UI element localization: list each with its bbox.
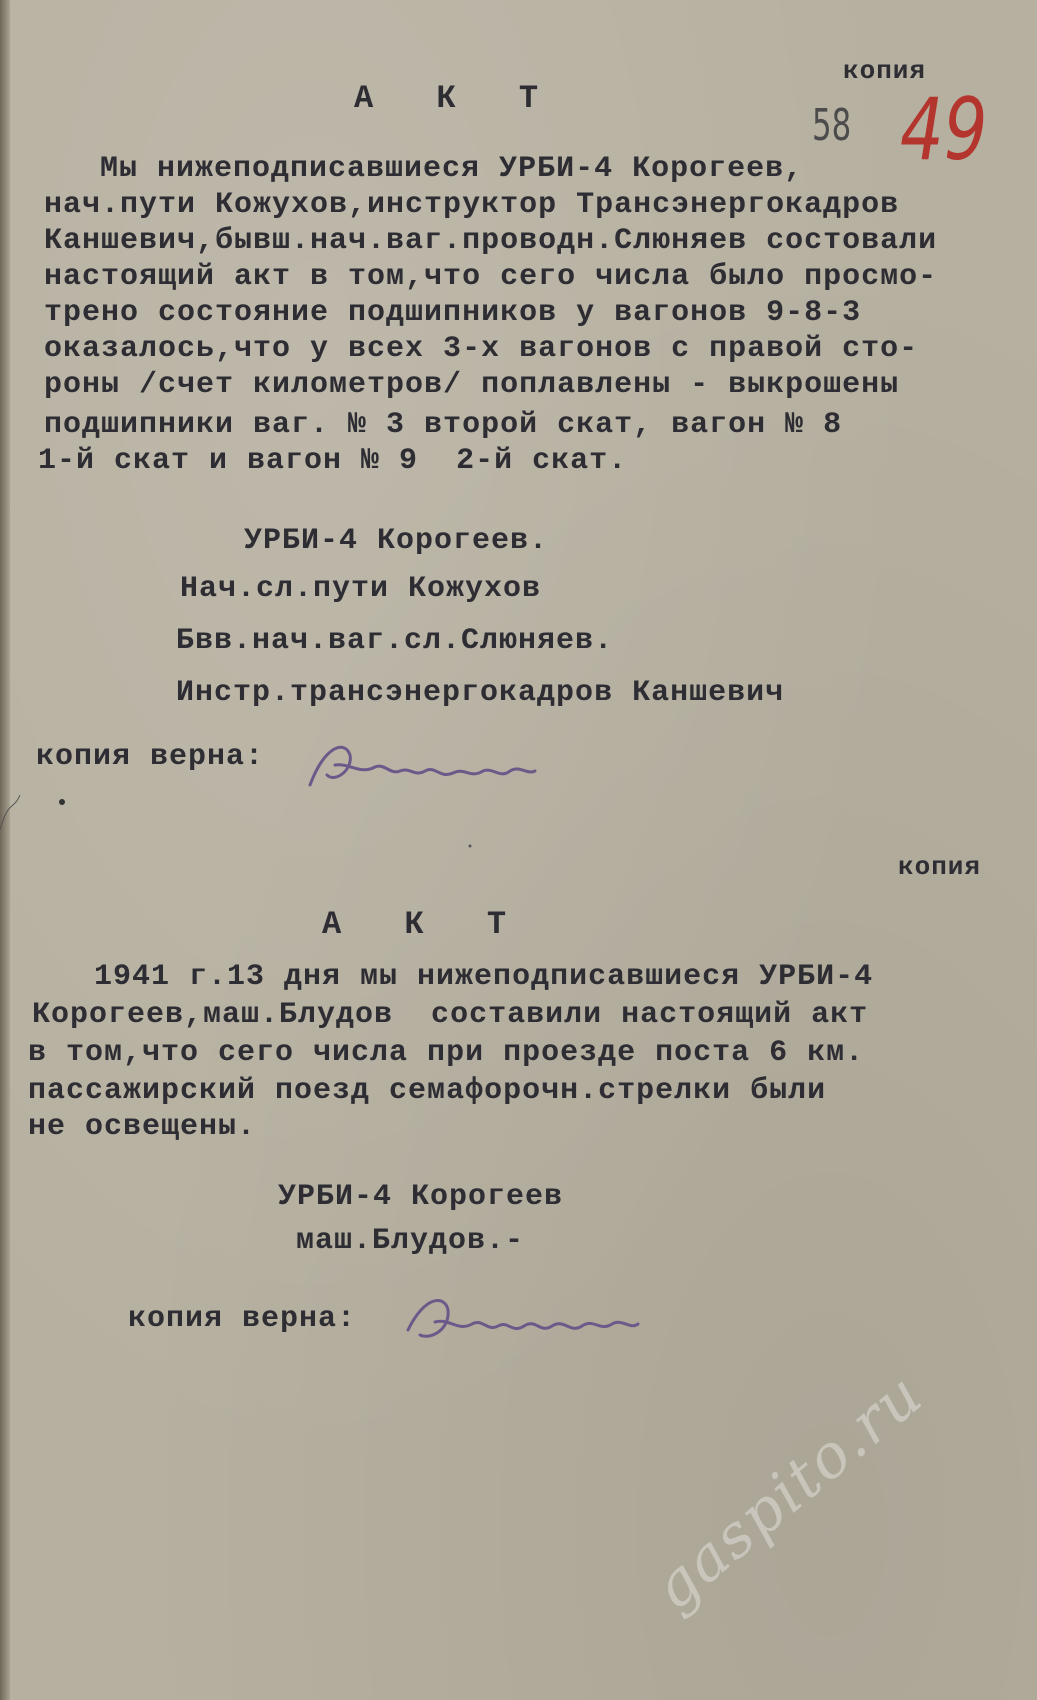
archive-pencil-number: 58 bbox=[812, 100, 852, 151]
act2-line: 1941 г.13 дня мы нижеподписавшиеся УРБИ-4 bbox=[94, 960, 874, 994]
copy-label-top: копия bbox=[843, 56, 927, 86]
signatory-line: УРБИ-4 Корогеев. bbox=[244, 524, 549, 558]
signatory-line: Бвв.нач.ваг.сл.Слюняев. bbox=[176, 624, 614, 658]
act1-line: оказалось,что у всех 3-х вагонов с правой сто- bbox=[44, 332, 919, 366]
act2-line: Корогеев,маш.Блудов составили настоящий акт bbox=[32, 998, 869, 1032]
act1-line: настоящий акт в том,что сего числа было просмо- bbox=[44, 260, 938, 294]
act1-line: нач.пути Кожухов,инструктор Трансэнергокадров bbox=[44, 188, 900, 222]
certified-copy-label: копия верна: bbox=[36, 740, 265, 774]
act2-line: в том,что сего числа при проезде поста 6 км. bbox=[28, 1036, 865, 1070]
certified-copy-label: копия верна: bbox=[128, 1302, 357, 1336]
act2-title: А К Т bbox=[322, 906, 529, 943]
act1-line: Каншевич,бывш.нач.ваг.проводн.Слюняев состовали bbox=[44, 224, 938, 258]
signatory-line: маш.Блудов.- bbox=[296, 1224, 525, 1258]
signatory-line: УРБИ-4 Корогеев bbox=[278, 1180, 564, 1214]
act1-line: Мы нижеподписавшиеся УРБИ-4 Корогеев, bbox=[100, 152, 804, 186]
act1-line: трено состояние подшипников у вагонов 9-8-3 bbox=[44, 296, 862, 330]
act1-line: 1-й скат и вагон № 9 2-й скат. bbox=[38, 444, 628, 478]
signatory-line: Инстр.трансэнергокадров Каншевич bbox=[176, 676, 785, 710]
signatory-line: Нач.сл.пути Кожухов bbox=[180, 572, 542, 606]
copy-label-act2: копия bbox=[898, 852, 982, 882]
watermark-text: gaspito.ru bbox=[640, 1359, 937, 1624]
act1-line: подшипники ваг. № 3 второй скат, вагон № 8 bbox=[44, 408, 843, 442]
act1-line: роны /счет километров/ поплавлены - выкрошены bbox=[44, 368, 900, 402]
act2-line: не освещены. bbox=[28, 1110, 257, 1144]
act1-title: А К Т bbox=[354, 80, 561, 117]
archive-red-number: 49 bbox=[900, 80, 988, 180]
act2-line: пассажирский поезд семафорочн.стрелки были bbox=[28, 1074, 827, 1108]
